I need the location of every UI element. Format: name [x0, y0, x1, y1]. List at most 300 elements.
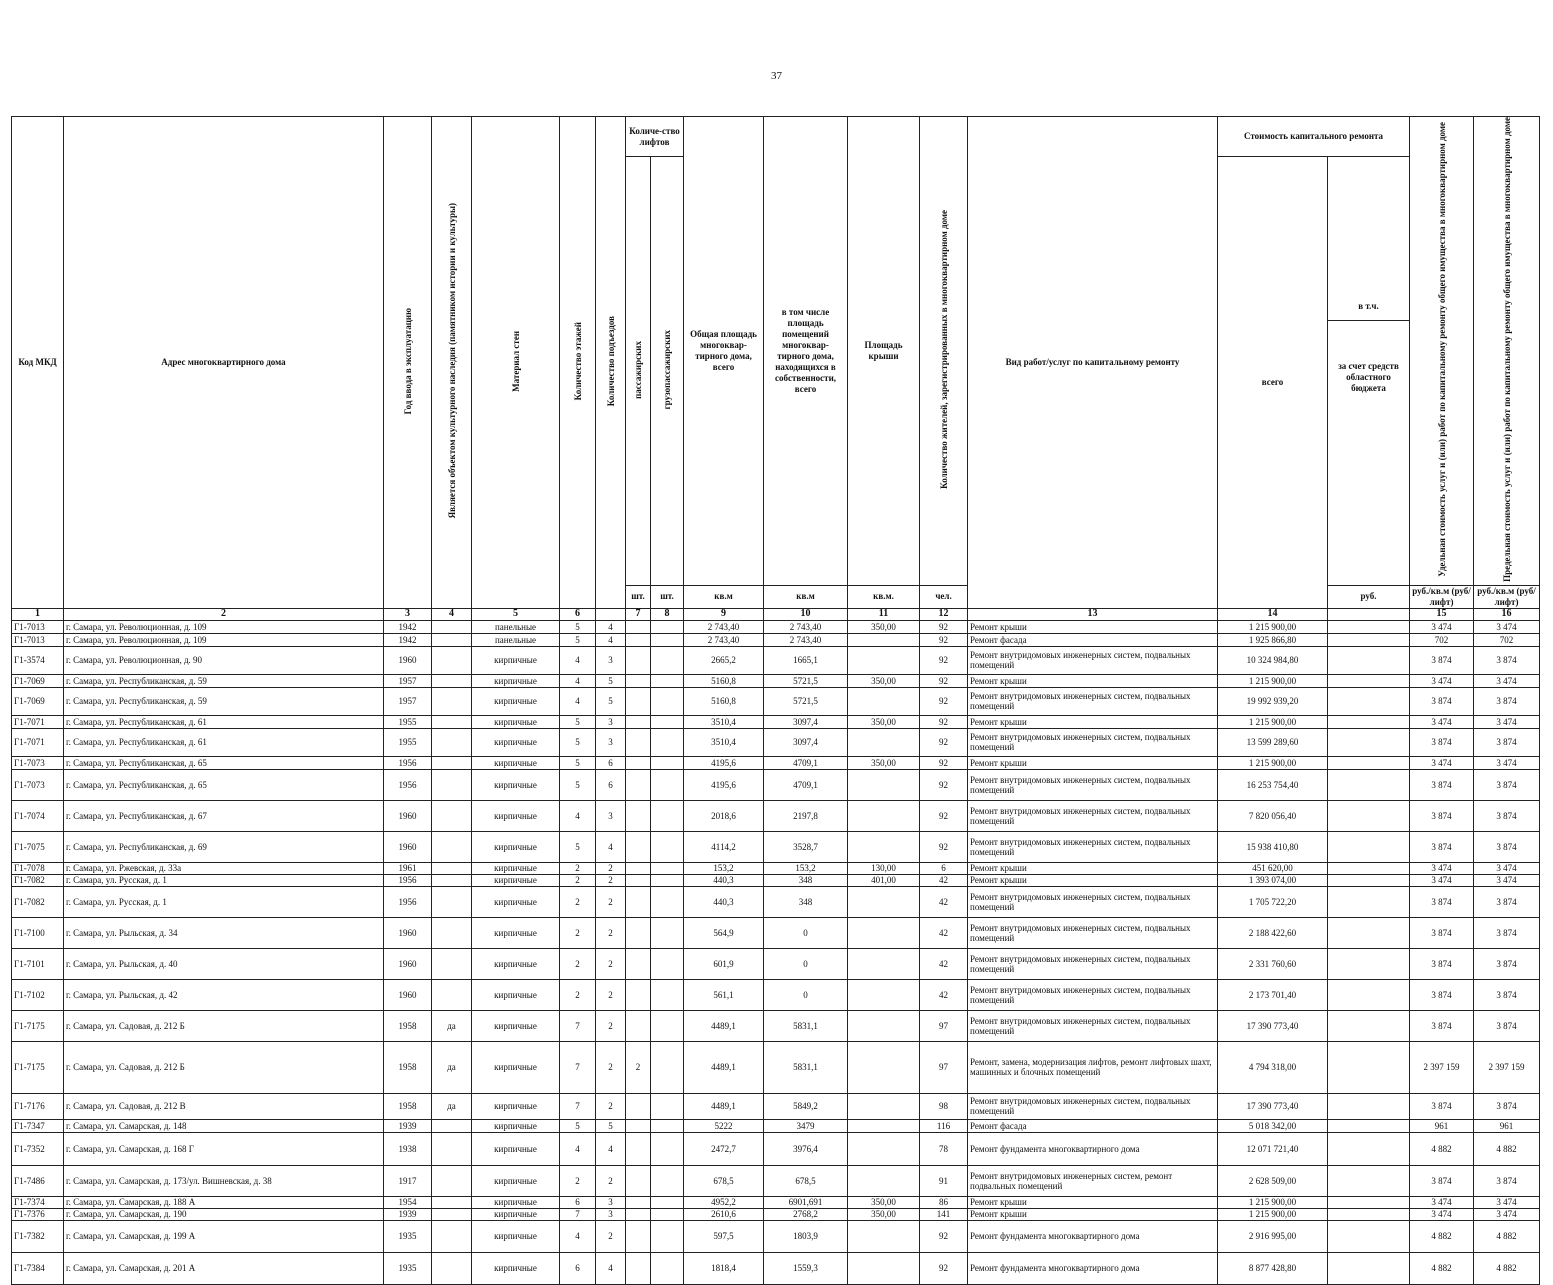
cell-residents: 92: [920, 715, 968, 728]
col-number: 5: [472, 608, 560, 620]
cell-cost-total: 7 820 056,40: [1218, 800, 1328, 831]
cell-cost-region: [1328, 917, 1410, 948]
cell-heritage: [432, 886, 472, 917]
cell-owned-area: 5831,1: [764, 1041, 848, 1093]
cell-cost-region: [1328, 687, 1410, 715]
cell-total-area: 678,5: [684, 1165, 764, 1196]
cell-residents: 97: [920, 1010, 968, 1041]
cell-heritage: [432, 874, 472, 886]
cell-lifts-cargo: [651, 646, 684, 674]
cell-cost-total: 2 628 509,00: [1218, 1165, 1328, 1196]
cell-cost-region: [1328, 756, 1410, 769]
cell-heritage: [432, 1132, 472, 1165]
cell-owned-area: 5849,2: [764, 1093, 848, 1119]
cell-unit-cost: 3 874: [1410, 979, 1474, 1010]
cell-cost-region: [1328, 1220, 1410, 1252]
cell-max-cost: 3 474: [1474, 1196, 1540, 1208]
cell-unit-cost: 4 882: [1410, 1132, 1474, 1165]
header-cost-region: [1328, 157, 1410, 586]
cell-wall-material: кирпичные: [472, 1010, 560, 1041]
cell-floors: 6: [560, 1252, 596, 1284]
cell-roof-area: [848, 1220, 920, 1252]
cell-cost-region: [1328, 646, 1410, 674]
cell-lifts-cargo: [651, 948, 684, 979]
table-row: [12, 979, 1540, 1010]
cell-cost-region: [1328, 769, 1410, 800]
cell-max-cost: 702: [1474, 633, 1540, 646]
cell-cost-total: 10 324 984,80: [1218, 646, 1328, 674]
header-lifts-cargo: грузопассажирских: [651, 157, 684, 586]
cell-address: г. Самара, ул. Садовая, д. 212 В: [64, 1093, 384, 1119]
cell-roof-area: [848, 800, 920, 831]
cell-owned-area: 2 743,40: [764, 633, 848, 646]
cell-work-type: Ремонт фасада: [968, 633, 1218, 646]
cell-roof-area: [848, 1119, 920, 1132]
cell-wall-material: кирпичные: [472, 1093, 560, 1119]
header-cost-total: всего: [1218, 157, 1328, 609]
cell-lifts-cargo: [651, 769, 684, 800]
cell-roof-area: 350,00: [848, 1196, 920, 1208]
cell-lifts-cargo: [651, 1010, 684, 1041]
cell-work-type: Ремонт крыши: [968, 1196, 1218, 1208]
cell-heritage: [432, 728, 472, 756]
cell-floors: 5: [560, 728, 596, 756]
cell-unit-cost: 4 882: [1410, 1220, 1474, 1252]
cell-cost-region: [1328, 728, 1410, 756]
unit-col8: шт.: [651, 585, 684, 608]
cell-owned-area: 0: [764, 948, 848, 979]
unit-col12: чел.: [920, 585, 968, 608]
cell-lifts-cargo: [651, 886, 684, 917]
cell-residents: 116: [920, 1119, 968, 1132]
cell-entrances: 3: [596, 728, 626, 756]
cell-wall-material: кирпичные: [472, 674, 560, 687]
cell-entrances: 2: [596, 874, 626, 886]
header-lifts-passenger: пассажирских: [626, 157, 651, 586]
cell-lifts-passenger: [626, 715, 651, 728]
cell-entrances: 2: [596, 1165, 626, 1196]
cell-year: 1960: [384, 646, 432, 674]
cell-lifts-passenger: [626, 979, 651, 1010]
cell-year: 1917: [384, 1165, 432, 1196]
unit-col15: руб./кв.м (руб/лифт): [1410, 585, 1474, 608]
cell-heritage: [432, 917, 472, 948]
cell-address: г. Самара, ул. Республиканская, д. 61: [64, 728, 384, 756]
cell-residents: 92: [920, 633, 968, 646]
cell-address: г. Самара, ул. Рыльская, д. 40: [64, 948, 384, 979]
col-number: 14: [1218, 608, 1328, 620]
cell-max-cost: 3 874: [1474, 646, 1540, 674]
table-row: [12, 1165, 1540, 1196]
table-row: [12, 715, 1540, 728]
cell-year: 1942: [384, 620, 432, 633]
cell-cost-region: [1328, 715, 1410, 728]
cell-year: 1935: [384, 1220, 432, 1252]
table-row: [12, 1132, 1540, 1165]
cell-residents: 92: [920, 769, 968, 800]
cell-lifts-passenger: [626, 728, 651, 756]
cell-owned-area: 5721,5: [764, 687, 848, 715]
cell-heritage: [432, 1208, 472, 1220]
col-number: 16: [1474, 608, 1540, 620]
cell-cost-region: [1328, 862, 1410, 874]
cell-address: г. Самара, ул. Самарская, д. 190: [64, 1208, 384, 1220]
cell-owned-area: 3097,4: [764, 728, 848, 756]
cell-floors: 2: [560, 874, 596, 886]
cell-owned-area: 4709,1: [764, 756, 848, 769]
cell-year: 1935: [384, 1252, 432, 1284]
cell-wall-material: кирпичные: [472, 800, 560, 831]
cell-cost-region: [1328, 1196, 1410, 1208]
cell-address: г. Самара, ул. Русская, д. 1: [64, 886, 384, 917]
cell-work-type: Ремонт внутридомовых инженерных систем, подвальных помещений: [968, 831, 1218, 862]
cell-roof-area: [848, 948, 920, 979]
cell-floors: 2: [560, 862, 596, 874]
cell-cost-total: 2 331 760,60: [1218, 948, 1328, 979]
cell-address: г. Самара, ул. Ржевская, д. 33а: [64, 862, 384, 874]
cell-unit-cost: 3 874: [1410, 917, 1474, 948]
header-heritage: Является объектом культурного наследия (памятником истории и культуры): [432, 117, 472, 609]
cell-cost-total: 2 916 995,00: [1218, 1220, 1328, 1252]
cell-residents: 92: [920, 831, 968, 862]
cell-total-area: 2 743,40: [684, 633, 764, 646]
cell-year: 1955: [384, 715, 432, 728]
cell-entrances: 2: [596, 1220, 626, 1252]
cell-entrances: 5: [596, 687, 626, 715]
cell-total-area: 1818,4: [684, 1252, 764, 1284]
cell-total-area: 153,2: [684, 862, 764, 874]
cell-lifts-passenger: [626, 756, 651, 769]
cell-work-type: Ремонт внутридомовых инженерных систем, подвальных помещений: [968, 687, 1218, 715]
cell-floors: 5: [560, 756, 596, 769]
col-number: 10: [764, 608, 848, 620]
cell-address: г. Самара, ул. Республиканская, д. 67: [64, 800, 384, 831]
cell-roof-area: [848, 1041, 920, 1093]
cell-cost-total: 13 599 289,60: [1218, 728, 1328, 756]
cell-mkd-code: Г1-7486: [12, 1165, 64, 1196]
cell-total-area: 2665,2: [684, 646, 764, 674]
cell-work-type: Ремонт фундамента многоквартирного дома: [968, 1220, 1218, 1252]
cell-mkd-code: Г1-7078: [12, 862, 64, 874]
cell-roof-area: [848, 886, 920, 917]
cell-roof-area: [848, 769, 920, 800]
cell-floors: 5: [560, 1119, 596, 1132]
cell-residents: 86: [920, 1196, 968, 1208]
unit-col10: кв.м: [764, 585, 848, 608]
header-code: Код МКД: [12, 117, 64, 609]
cell-cost-total: 12 071 721,40: [1218, 1132, 1328, 1165]
cell-roof-area: [848, 979, 920, 1010]
header-address: Адрес многоквартирного дома: [64, 117, 384, 609]
cell-heritage: [432, 687, 472, 715]
cell-entrances: 3: [596, 1208, 626, 1220]
cell-address: г. Самара, ул. Революционная, д. 109: [64, 620, 384, 633]
header-entrances: Количество подъездов: [596, 117, 626, 609]
cell-roof-area: [848, 1252, 920, 1284]
cell-entrances: 3: [596, 800, 626, 831]
cell-year: 1958: [384, 1041, 432, 1093]
cell-roof-area: 130,00: [848, 862, 920, 874]
cell-lifts-cargo: [651, 1119, 684, 1132]
cell-unit-cost: 3 874: [1410, 800, 1474, 831]
cell-lifts-passenger: [626, 886, 651, 917]
cell-year: 1956: [384, 874, 432, 886]
cell-cost-total: 16 253 754,40: [1218, 769, 1328, 800]
cell-heritage: [432, 1252, 472, 1284]
cell-total-area: 2 743,40: [684, 620, 764, 633]
cell-work-type: Ремонт крыши: [968, 715, 1218, 728]
cell-heritage: [432, 715, 472, 728]
table-row: [12, 687, 1540, 715]
header-unit-cost: Удельная стоимость услуг и (или) работ по капитальному ремонту общего имущества в многоквартирном доме: [1410, 117, 1474, 586]
cell-wall-material: кирпичные: [472, 769, 560, 800]
cell-residents: 141: [920, 1208, 968, 1220]
cell-max-cost: 3 474: [1474, 756, 1540, 769]
cell-unit-cost: 3 874: [1410, 646, 1474, 674]
header-cost-region-label: за счет средств областного бюджета: [1338, 361, 1399, 394]
cell-address: г. Самара, ул. Республиканская, д. 65: [64, 756, 384, 769]
cell-cost-total: 8 877 428,80: [1218, 1252, 1328, 1284]
cell-cost-region: [1328, 886, 1410, 917]
table-row: [12, 886, 1540, 917]
table-row: [12, 862, 1540, 874]
cell-total-area: 3510,4: [684, 715, 764, 728]
cell-residents: 98: [920, 1093, 968, 1119]
cell-max-cost: 3 474: [1474, 874, 1540, 886]
cell-address: г. Самара, ул. Самарская, д. 201 А: [64, 1252, 384, 1284]
cell-roof-area: 401,00: [848, 874, 920, 886]
cell-owned-area: 3528,7: [764, 831, 848, 862]
cell-cost-region: [1328, 674, 1410, 687]
cell-cost-region: [1328, 831, 1410, 862]
cell-cost-region: [1328, 1041, 1410, 1093]
cell-mkd-code: Г1-7073: [12, 756, 64, 769]
cell-heritage: [432, 646, 472, 674]
cell-mkd-code: Г1-7075: [12, 831, 64, 862]
cell-lifts-cargo: [651, 1208, 684, 1220]
cell-year: 1942: [384, 633, 432, 646]
cell-address: г. Самара, ул. Самарская, д. 199 А: [64, 1220, 384, 1252]
cell-entrances: 2: [596, 1010, 626, 1041]
cell-cost-total: 1 215 900,00: [1218, 620, 1328, 633]
cell-owned-area: 3976,4: [764, 1132, 848, 1165]
cell-heritage: [432, 979, 472, 1010]
cell-floors: 5: [560, 620, 596, 633]
cell-lifts-cargo: [651, 620, 684, 633]
cell-owned-area: 2768,2: [764, 1208, 848, 1220]
cell-owned-area: 0: [764, 979, 848, 1010]
col-number: 1: [12, 608, 64, 620]
cell-entrances: 4: [596, 1132, 626, 1165]
cell-mkd-code: Г1-7384: [12, 1252, 64, 1284]
cell-max-cost: 3 874: [1474, 687, 1540, 715]
cell-work-type: Ремонт внутридомовых инженерных систем, подвальных помещений: [968, 728, 1218, 756]
cell-max-cost: 961: [1474, 1119, 1540, 1132]
cell-lifts-cargo: [651, 862, 684, 874]
unit-col11: кв.м.: [848, 585, 920, 608]
cell-floors: 5: [560, 831, 596, 862]
cell-work-type: Ремонт внутридомовых инженерных систем, подвальных помещений: [968, 979, 1218, 1010]
cell-lifts-cargo: [651, 1165, 684, 1196]
cell-floors: 2: [560, 917, 596, 948]
cell-work-type: Ремонт фасада: [968, 1119, 1218, 1132]
cell-cost-total: 2 173 701,40: [1218, 979, 1328, 1010]
cell-address: г. Самара, ул. Республиканская, д. 59: [64, 687, 384, 715]
cell-owned-area: 3479: [764, 1119, 848, 1132]
cell-max-cost: 3 474: [1474, 674, 1540, 687]
cell-unit-cost: 3 474: [1410, 715, 1474, 728]
cell-address: г. Самара, ул. Садовая, д. 212 Б: [64, 1010, 384, 1041]
cell-floors: 2: [560, 948, 596, 979]
cell-wall-material: кирпичные: [472, 1196, 560, 1208]
table-row: [12, 1252, 1540, 1284]
cell-lifts-passenger: [626, 831, 651, 862]
cell-lifts-cargo: [651, 728, 684, 756]
cell-owned-area: 678,5: [764, 1165, 848, 1196]
cell-max-cost: 3 874: [1474, 1165, 1540, 1196]
cell-year: 1960: [384, 800, 432, 831]
cell-total-area: 601,9: [684, 948, 764, 979]
cell-roof-area: 350,00: [848, 756, 920, 769]
cell-lifts-passenger: [626, 1165, 651, 1196]
cell-mkd-code: Г1-7376: [12, 1208, 64, 1220]
cell-heritage: [432, 633, 472, 646]
cell-wall-material: кирпичные: [472, 687, 560, 715]
col-number: 4: [432, 608, 472, 620]
cell-year: 1956: [384, 769, 432, 800]
unit-col-region: руб.: [1328, 585, 1410, 608]
cell-owned-area: 5831,1: [764, 1010, 848, 1041]
cell-owned-area: 6901,691: [764, 1196, 848, 1208]
cell-owned-area: 0: [764, 917, 848, 948]
cell-unit-cost: 3 874: [1410, 948, 1474, 979]
cell-wall-material: панельные: [472, 633, 560, 646]
col-number: 9: [684, 608, 764, 620]
cell-entrances: 6: [596, 769, 626, 800]
cell-max-cost: 3 874: [1474, 886, 1540, 917]
cell-lifts-cargo: [651, 917, 684, 948]
col-number: 13: [968, 608, 1218, 620]
cell-lifts-cargo: [651, 756, 684, 769]
cell-entrances: 4: [596, 620, 626, 633]
cell-unit-cost: 3 874: [1410, 769, 1474, 800]
cell-work-type: Ремонт крыши: [968, 674, 1218, 687]
cell-unit-cost: 3 474: [1410, 620, 1474, 633]
cell-wall-material: кирпичные: [472, 874, 560, 886]
cell-entrances: 2: [596, 1093, 626, 1119]
cell-lifts-cargo: [651, 715, 684, 728]
table-row: [12, 620, 1540, 633]
cell-address: г. Самара, ул. Революционная, д. 90: [64, 646, 384, 674]
table-row: [12, 1041, 1540, 1093]
cell-unit-cost: 3 874: [1410, 831, 1474, 862]
cell-wall-material: панельные: [472, 620, 560, 633]
cell-work-type: Ремонт внутридомовых инженерных систем, подвальных помещений: [968, 800, 1218, 831]
cell-address: г. Самара, ул. Самарская, д. 168 Г: [64, 1132, 384, 1165]
cell-floors: 6: [560, 1196, 596, 1208]
cell-roof-area: [848, 646, 920, 674]
cell-total-area: 2472,7: [684, 1132, 764, 1165]
column-numbers-row: [12, 608, 1540, 620]
cell-floors: 7: [560, 1041, 596, 1093]
header-roof-area: Площадь крыши: [848, 117, 920, 586]
cell-total-area: 561,1: [684, 979, 764, 1010]
cell-mkd-code: Г1-7382: [12, 1220, 64, 1252]
cell-address: г. Самара, ул. Самарская, д. 188 А: [64, 1196, 384, 1208]
cell-heritage: [432, 769, 472, 800]
cell-work-type: Ремонт крыши: [968, 756, 1218, 769]
cell-residents: 92: [920, 646, 968, 674]
cell-mkd-code: Г1-7069: [12, 674, 64, 687]
cell-cost-region: [1328, 1010, 1410, 1041]
cell-mkd-code: Г1-7175: [12, 1010, 64, 1041]
col-number: 12: [920, 608, 968, 620]
table-row: [12, 948, 1540, 979]
cell-mkd-code: Г1-7082: [12, 874, 64, 886]
cell-floors: 4: [560, 687, 596, 715]
table-row: [12, 1220, 1540, 1252]
cell-wall-material: кирпичные: [472, 756, 560, 769]
cell-address: г. Самара, ул. Рыльская, д. 42: [64, 979, 384, 1010]
cell-work-type: Ремонт внутридомовых инженерных систем, подвальных помещений: [968, 917, 1218, 948]
cell-mkd-code: Г1-7069: [12, 687, 64, 715]
cell-cost-total: 2 188 422,60: [1218, 917, 1328, 948]
cell-mkd-code: Г1-7013: [12, 633, 64, 646]
cell-total-area: 3510,4: [684, 728, 764, 756]
cell-cost-region: [1328, 1252, 1410, 1284]
cell-mkd-code: Г1-7347: [12, 1119, 64, 1132]
cell-total-area: 564,9: [684, 917, 764, 948]
cell-entrances: 6: [596, 756, 626, 769]
cell-floors: 5: [560, 633, 596, 646]
cell-address: г. Самара, ул. Русская, д. 1: [64, 874, 384, 886]
cell-total-area: 2610,6: [684, 1208, 764, 1220]
cell-roof-area: [848, 1165, 920, 1196]
cell-cost-region: [1328, 1132, 1410, 1165]
cell-lifts-passenger: [626, 620, 651, 633]
cell-address: г. Самара, ул. Самарская, д. 148: [64, 1119, 384, 1132]
cell-mkd-code: Г1-7175: [12, 1041, 64, 1093]
cell-year: 1957: [384, 674, 432, 687]
cell-work-type: Ремонт крыши: [968, 874, 1218, 886]
cell-max-cost: 3 874: [1474, 979, 1540, 1010]
cell-cost-region: [1328, 1093, 1410, 1119]
table-row: [12, 1196, 1540, 1208]
cell-entrances: 2: [596, 886, 626, 917]
cell-year: 1939: [384, 1208, 432, 1220]
cell-max-cost: 4 882: [1474, 1220, 1540, 1252]
cell-wall-material: кирпичные: [472, 1220, 560, 1252]
header-max-cost: Предельная стоимость услуг и (или) работ по капитальному ремонту общего имущества в многоквартирном доме: [1474, 117, 1540, 586]
cell-mkd-code: Г1-7071: [12, 715, 64, 728]
cell-residents: 92: [920, 728, 968, 756]
cell-unit-cost: 961: [1410, 1119, 1474, 1132]
cell-heritage: [432, 1119, 472, 1132]
table-row: [12, 831, 1540, 862]
cell-wall-material: кирпичные: [472, 862, 560, 874]
cell-residents: 92: [920, 756, 968, 769]
col-number: 11: [848, 608, 920, 620]
cell-entrances: 4: [596, 633, 626, 646]
cell-owned-area: 1803,9: [764, 1220, 848, 1252]
cell-entrances: 5: [596, 674, 626, 687]
col-number: 3: [384, 608, 432, 620]
cell-owned-area: 1559,3: [764, 1252, 848, 1284]
cell-floors: 7: [560, 1010, 596, 1041]
cell-year: 1958: [384, 1093, 432, 1119]
cell-lifts-cargo: [651, 1093, 684, 1119]
cell-cost-total: 1 215 900,00: [1218, 674, 1328, 687]
